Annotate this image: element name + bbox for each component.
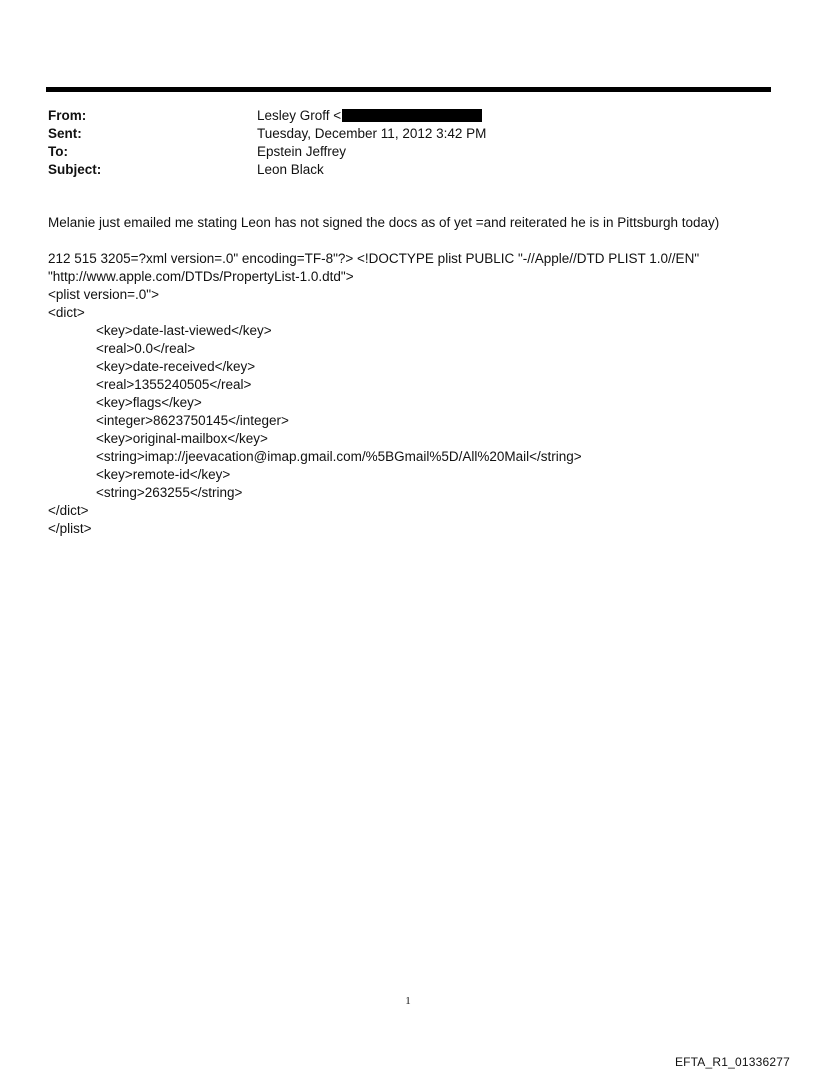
plist-line: <key>original-mailbox</key> bbox=[96, 431, 268, 446]
email-header bbox=[48, 107, 768, 179]
subject-label: Subject: bbox=[48, 162, 102, 177]
plist-line: 212 515 3205=?xml version=.0" encoding=TF-8"?> <!DOCTYPE plist PUBLIC "-//Apple//DTD PLIST 1.0//EN" bbox=[48, 251, 700, 266]
plist-line: <key>flags</key> bbox=[96, 395, 202, 410]
plist-line: </dict> bbox=[48, 503, 89, 518]
sent-value: Tuesday, December 11, 2012 3:42 PM bbox=[257, 126, 487, 141]
redaction-bar bbox=[342, 109, 482, 122]
plist-line: <string>imap://jeevacation@imap.gmail.com/%5BGmail%5D/All%20Mail</string> bbox=[96, 449, 582, 464]
plist-line: <real>1355240505</real> bbox=[96, 377, 252, 392]
plist-line: </plist> bbox=[48, 521, 92, 536]
to-value: Epstein Jeffrey bbox=[257, 144, 347, 159]
header-row-from bbox=[48, 107, 768, 125]
plist-block bbox=[48, 250, 778, 538]
plist-line: <key>date-last-viewed</key> bbox=[96, 323, 272, 338]
header-row-subject bbox=[48, 161, 768, 179]
sent-label: Sent: bbox=[48, 126, 82, 141]
plist-line: <plist version=.0"> bbox=[48, 287, 159, 302]
to-label: To: bbox=[48, 144, 68, 159]
from-label: From: bbox=[48, 108, 87, 123]
plist-line: <key>remote-id</key> bbox=[96, 467, 231, 482]
plist-line: <string>263255</string> bbox=[96, 485, 243, 500]
plist-line: <dict> bbox=[48, 305, 85, 320]
header-divider bbox=[46, 87, 771, 92]
document-id: EFTA_R1_01336277 bbox=[674, 1055, 790, 1069]
plist-line: "http://www.apple.com/DTDs/PropertyList-1.0.dtd"> bbox=[48, 269, 354, 284]
from-value: Lesley Groff < bbox=[257, 108, 342, 123]
subject-value: Leon Black bbox=[257, 162, 324, 177]
header-row-sent bbox=[48, 125, 768, 143]
plist-line: <real>0.0</real> bbox=[96, 341, 196, 356]
plist-line: <key>date-received</key> bbox=[96, 359, 256, 374]
page-number: 1 bbox=[405, 995, 411, 1007]
message-body: Melanie just emailed me stating Leon has not signed the docs as of yet =and reiterated he is in Pittsburgh today) bbox=[48, 215, 720, 230]
header-row-to bbox=[48, 143, 768, 161]
plist-line: <integer>8623750145</integer> bbox=[96, 413, 289, 428]
